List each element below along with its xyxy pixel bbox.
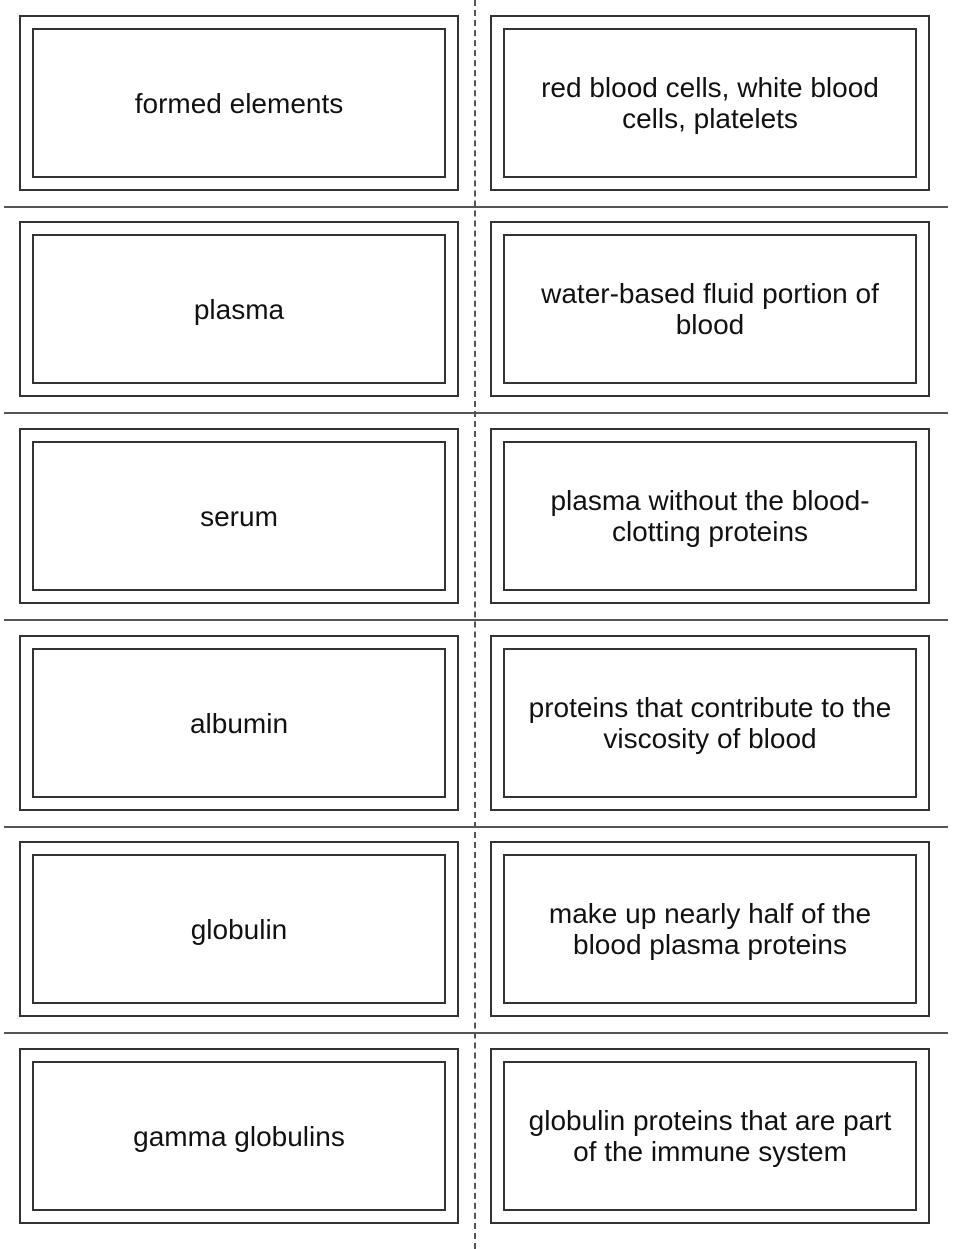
term-card-frame [32,648,446,798]
term-card [19,1048,459,1224]
term-text: serum [200,500,278,532]
definition-text: water-based fluid portion of blood [541,278,879,340]
term-text: plasma [193,293,285,325]
cut-line [4,206,948,208]
term-card [19,221,459,397]
definition-card-frame [503,1061,917,1211]
term-text: globulin [190,913,288,945]
term-text: albumin [189,707,289,739]
cut-line [4,412,948,414]
definition-card [490,1048,930,1224]
definition-card [490,635,930,811]
fold-line [474,0,476,1249]
definition-text: make up nearly half of the blood plasma proteins [548,898,872,960]
term-card-frame [32,234,446,384]
term-card [19,15,459,191]
term-text: gamma globulins [133,1120,345,1152]
definition-text: plasma without the blood-clotting proteins [550,485,870,547]
definition-card [490,428,930,604]
definition-card-frame [503,648,917,798]
term-card [19,841,459,1017]
term-card-frame [32,441,446,591]
cut-line [4,826,948,828]
definition-text: proteins that contribute to the viscosity of blood [528,692,892,754]
definition-card [490,15,930,191]
cut-line [4,1032,948,1034]
definition-card-frame [503,28,917,178]
definition-card [490,221,930,397]
term-text: formed elements [134,87,344,119]
definition-text: globulin proteins that are part of the immune system [528,1105,892,1167]
term-card [19,428,459,604]
definition-card-frame [503,854,917,1004]
definition-card-frame [503,441,917,591]
definition-card-frame [503,234,917,384]
term-card-frame [32,854,446,1004]
term-card-frame [32,1061,446,1211]
definition-text: red blood cells, white blood cells, platelets [541,72,879,134]
definition-card [490,841,930,1017]
term-card [19,635,459,811]
cut-line [4,619,948,621]
term-card-frame [32,28,446,178]
